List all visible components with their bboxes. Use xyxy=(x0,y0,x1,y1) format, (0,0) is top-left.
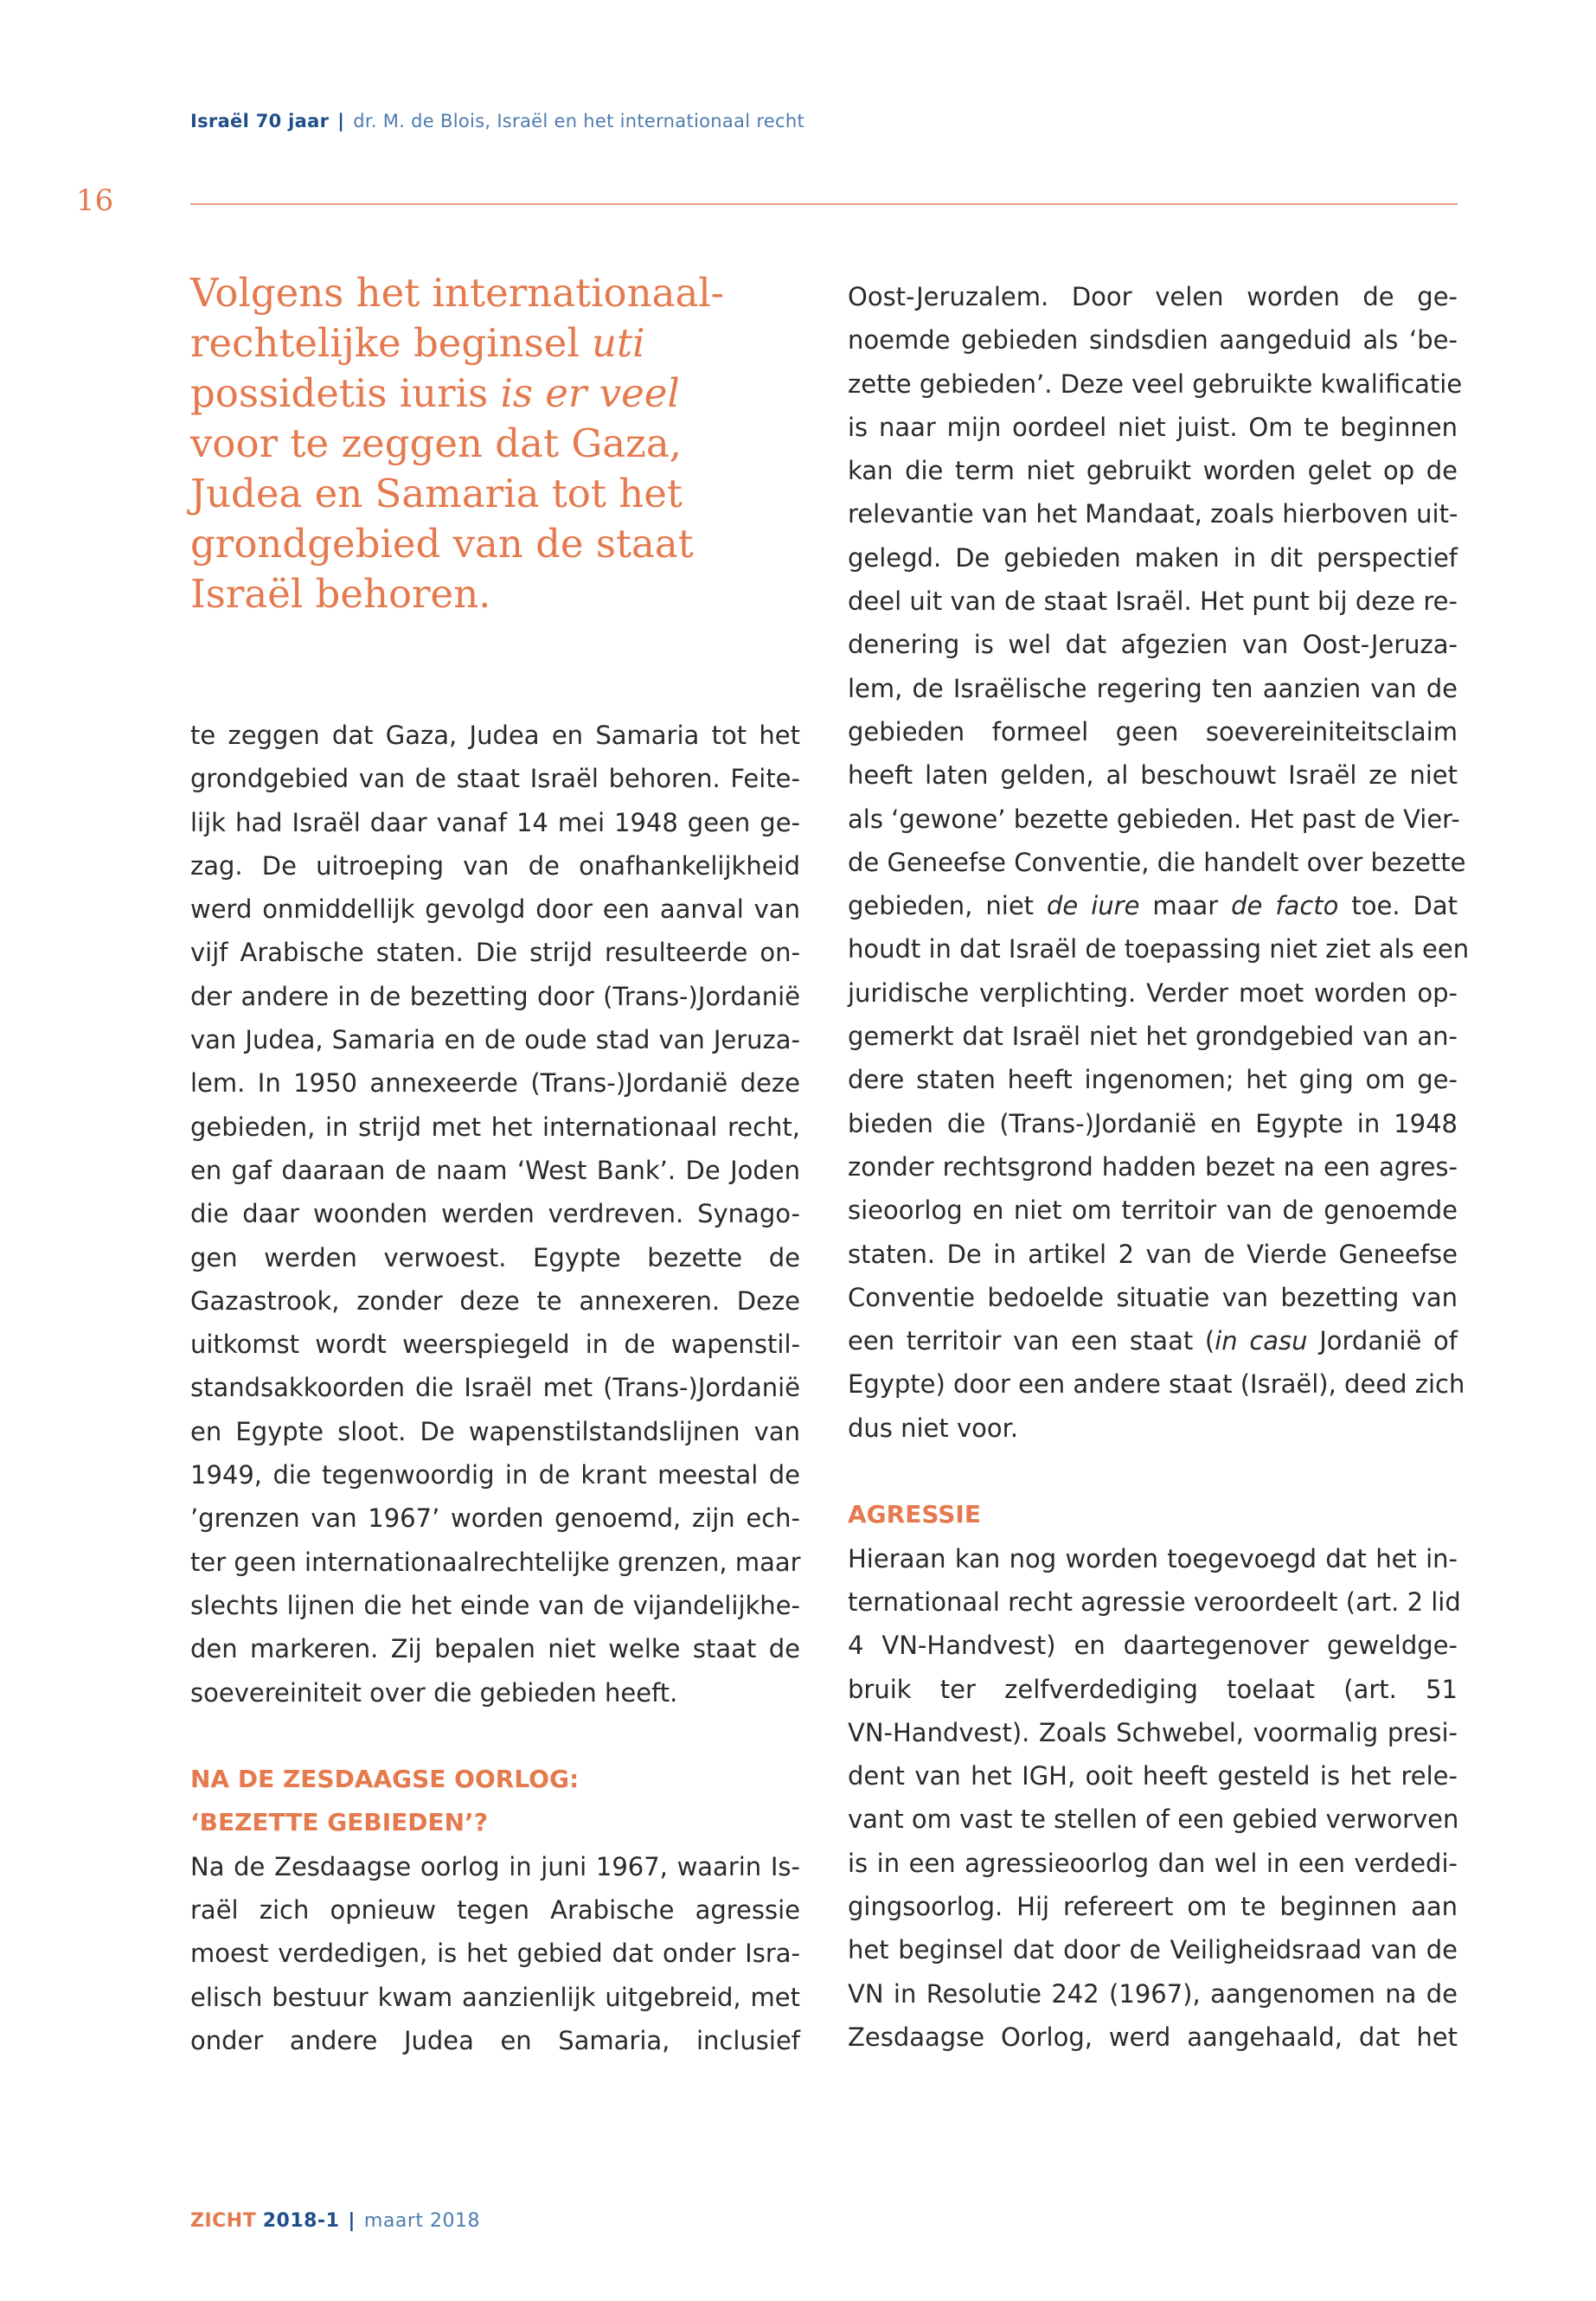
header-title: Israël 70 jaar xyxy=(190,111,330,131)
text-run: Oost-Jeruzalem. Door velen worden de ge- xyxy=(848,282,1458,311)
text-run: is naar mijn oordeel niet juist. Om te beginnen xyxy=(848,412,1458,442)
text-run: Judea en Samaria tot het xyxy=(190,471,683,516)
pull-quote-line xyxy=(190,318,796,369)
text-line: slechts lijnen die het einde van de vijandelijkhe- xyxy=(190,1590,800,1620)
text-line xyxy=(848,798,1458,841)
pull-quote-line xyxy=(190,519,796,569)
text-run: noemde gebieden sindsdien aangeduid als ‘be- xyxy=(848,325,1458,356)
text-line: VN in Resolutie 242 (1967), aangenomen na de xyxy=(848,1978,1458,2009)
text-line xyxy=(848,841,1466,884)
text-line: en gaf daaraan de naam ‘West Bank’. De Joden xyxy=(190,1155,800,1185)
text-run: Egypte) door een andere staat (Israël), deed zich xyxy=(848,1369,1465,1400)
text-run: de Geneefse Conventie, die handelt over bezette xyxy=(848,847,1466,877)
text-line xyxy=(848,753,1458,797)
text-line: onder andere Judea en Samaria, inclusief xyxy=(190,2025,800,2055)
text-line: lem. In 1950 annexeerde (Trans-)Jordanië deze xyxy=(190,1068,800,1099)
text-line: gingsoorlog. Hij refereert om te beginnen aan xyxy=(848,1892,1458,1922)
text-line xyxy=(848,927,1470,971)
header-subtitle: dr. M. de Blois, Israël en het internationaal recht xyxy=(353,111,805,131)
text-line: raël zich opnieuw tegen Arabische agressie xyxy=(190,1895,800,1926)
text-run: toe. Dat xyxy=(1338,891,1458,921)
text-line xyxy=(848,884,1458,927)
text-run: gebieden formeel geen soevereiniteitsclaim xyxy=(848,716,1458,747)
footer-separator: | xyxy=(348,2210,356,2232)
text-run: deel uit van de staat Israël. Het punt bij deze re- xyxy=(848,586,1458,617)
pull-quote-line xyxy=(190,419,796,469)
section-heading-line: ‘BEZETTE GEBIEDEN’? xyxy=(190,1808,488,1837)
text-line xyxy=(848,1058,1458,1101)
section-heading-line: NA DE ZESDAAGSE OORLOG: xyxy=(190,1765,580,1794)
text-run: lem, de Israëlische regering ten aanzien van de xyxy=(848,673,1458,703)
pull-quote-line xyxy=(190,369,796,419)
text-line: grondgebied van de staat Israël behoren. Feite- xyxy=(190,764,800,794)
text-line: en Egypte sloot. De wapenstilstandslijnen van xyxy=(190,1416,800,1446)
text-line xyxy=(848,667,1458,710)
section-heading-agressie xyxy=(848,1493,1458,1536)
text-run: een territoir van een staat ( xyxy=(848,1326,1215,1356)
text-line xyxy=(848,1407,1458,1450)
text-run: dus niet voor. xyxy=(848,1413,1019,1443)
text-line xyxy=(848,1145,1458,1189)
text-line: die daar woonden werden verdreven. Synago- xyxy=(190,1199,800,1229)
text-line xyxy=(848,1233,1458,1276)
footer-date: maart 2018 xyxy=(363,2210,480,2232)
text-line xyxy=(848,536,1458,580)
left-paragraph-1 xyxy=(190,714,800,1715)
text-run: voor te zeggen dat Gaza, xyxy=(190,420,682,466)
italic-term: de iure xyxy=(1047,891,1140,921)
text-run: kan die term niet gebruikt worden gelet op de xyxy=(848,456,1458,486)
left-paragraph-2 xyxy=(190,1845,800,2062)
section-heading-zesdaagse-oorlog xyxy=(190,1758,800,1845)
text-line: zag. De uitroeping van de onafhankelijkheid xyxy=(190,850,800,881)
text-line: 1949, die tegenwoordig in de krant meestal de xyxy=(190,1460,800,1490)
text-run: Jordanië of xyxy=(1307,1326,1458,1356)
text-run: rechtelijke beginsel xyxy=(190,320,593,366)
text-line: vant om vast te stellen of een gebied verworven xyxy=(848,1804,1459,1835)
right-paragraph-2 xyxy=(848,1537,1461,2060)
page-number: 16 xyxy=(76,183,114,218)
text-line xyxy=(848,1362,1465,1406)
text-line xyxy=(848,1102,1458,1145)
text-run: zonder rechtsgrond hadden bezet na een agres- xyxy=(848,1151,1458,1182)
pull-quote-line xyxy=(190,469,796,519)
text-run: juridische verplichting. Verder moet worden op- xyxy=(848,977,1458,1008)
text-line: Hieraan kan nog worden toegevoegd dat het in- xyxy=(848,1543,1458,1574)
text-line: gebieden, in strijd met het internationaal recht, xyxy=(190,1112,800,1142)
text-run: Israël behoren. xyxy=(190,571,491,617)
text-run: relevantie van het Mandaat, zoals hierboven uit- xyxy=(848,499,1458,529)
text-line: standsakkoorden die Israël met (Trans-)Jordanië xyxy=(190,1373,800,1403)
text-run: houdt in dat Israël de toepassing niet ziet als een xyxy=(848,934,1470,965)
text-line xyxy=(848,1276,1458,1319)
text-run: possidetis iuris xyxy=(190,370,489,416)
text-line: soevereiniteit over die gebieden heeft. xyxy=(190,1677,678,1708)
text-run: heeft laten gelden, al beschouwt Israël ze niet xyxy=(848,760,1458,791)
text-line: moest verdedigen, is het gebied dat onder Isra- xyxy=(190,1939,800,1969)
text-run: grondgebied van de staat xyxy=(190,521,694,567)
header-separator: | xyxy=(337,111,345,131)
text-line: Zesdaagse Oorlog, werd aangehaald, dat het xyxy=(848,2022,1458,2052)
text-line: 4 VN-Handvest) en daartegenover geweldge- xyxy=(848,1631,1458,1661)
italic-term: uti xyxy=(592,320,645,366)
italic-term: is er veel xyxy=(488,370,680,416)
footer-issue: 2018-1 xyxy=(262,2210,340,2232)
text-line: den markeren. Zij bepalen niet welke staat de xyxy=(190,1634,800,1664)
text-line: Gazastrook, zonder deze te annexeren. Deze xyxy=(190,1285,800,1316)
italic-term: de facto xyxy=(1231,891,1339,921)
text-run: gebieden, niet xyxy=(848,891,1048,921)
right-paragraph-1 xyxy=(848,275,1470,1450)
italic-term: in casu xyxy=(1215,1326,1308,1356)
text-line: bruik ter zelfverdediging toelaat (art. 51 xyxy=(848,1674,1458,1704)
text-run: denering is wel dat afgezien van Oost-Jeruza- xyxy=(848,630,1458,660)
text-run: bieden die (Trans-)Jordanië en Egypte in 1948 xyxy=(848,1108,1458,1138)
text-line: vijf Arabische staten. Die strijd resulteerde on- xyxy=(190,938,800,968)
text-line xyxy=(848,1189,1458,1232)
text-line: het beginsel dat door de Veiligheidsraad van de xyxy=(848,1935,1458,1965)
text-line: is in een agressieoorlog dan wel in een verdedi- xyxy=(848,1848,1458,1878)
pull-quote-line xyxy=(190,268,796,318)
text-run: Conventie bedoelde situatie van bezetting van xyxy=(848,1282,1458,1312)
text-run: gemerkt dat Israël niet het grondgebied van an- xyxy=(848,1022,1458,1052)
text-run: staten. De in artikel 2 van de Vierde Geneefse xyxy=(848,1239,1458,1269)
text-line xyxy=(848,492,1458,535)
text-line: ternationaal recht agressie veroordeelt (art. 2 lid xyxy=(848,1586,1461,1617)
text-line: gen werden verwoest. Egypte bezette de xyxy=(190,1242,800,1272)
header-rule xyxy=(190,203,1458,205)
text-run: gelegd. De gebieden maken in dit perspectief xyxy=(848,542,1458,573)
text-line: ’grenzen van 1967’ worden genoemd, zijn ech- xyxy=(190,1503,800,1534)
text-line: VN-Handvest). Zoals Schwebel, voormalig presi- xyxy=(848,1717,1458,1747)
text-line: lijk had Israël daar vanaf 14 mei 1948 geen ge- xyxy=(190,807,800,837)
text-line xyxy=(848,580,1458,623)
text-run: sieoorlog en niet om territoir van de genoemde xyxy=(848,1195,1458,1226)
text-line: uitkomst wordt weerspiegeld in de wapenstil- xyxy=(190,1330,800,1360)
text-line xyxy=(848,318,1458,362)
text-line: van Judea, Samaria en de oude stad van Jeruza- xyxy=(190,1025,800,1055)
text-run: Volgens het internationaal- xyxy=(190,270,724,316)
text-line xyxy=(848,1015,1458,1058)
pull-quote xyxy=(190,268,796,619)
text-line xyxy=(848,362,1463,406)
text-run: dere staten heeft ingenomen; het ging om ge- xyxy=(848,1065,1458,1095)
text-line xyxy=(848,449,1458,492)
running-header xyxy=(190,111,804,131)
section-heading-line: AGRESSIE xyxy=(848,1500,981,1529)
text-line: werd onmiddellijk gevolgd door een aanval van xyxy=(190,894,800,925)
text-run: als ‘gewone’ bezette gebieden. Het past de Vier- xyxy=(848,804,1460,834)
text-line xyxy=(848,406,1458,449)
text-line: der andere in de bezetting door (Trans-)Jordanië xyxy=(190,981,800,1011)
footer-brand: ZICHT xyxy=(190,2210,257,2232)
text-line xyxy=(848,623,1458,666)
text-line xyxy=(848,1319,1458,1362)
text-line: elisch bestuur kwam aanzienlijk uitgebreid, met xyxy=(190,1982,800,2012)
text-line: te zeggen dat Gaza, Judea en Samaria tot het xyxy=(190,721,800,750)
text-line: dent van het IGH, ooit heeft gesteld is het rele- xyxy=(848,1761,1458,1791)
text-run: maar xyxy=(1139,891,1232,921)
text-line xyxy=(848,710,1458,753)
text-line xyxy=(848,971,1458,1015)
text-line xyxy=(848,275,1458,318)
text-line: ter geen internationaalrechtelijke grenzen, maar xyxy=(190,1547,801,1577)
pull-quote-line xyxy=(190,569,796,619)
footer xyxy=(190,2210,480,2232)
text-run: zette gebieden’. Deze veel gebruikte kwalificatie xyxy=(848,369,1463,399)
text-line: Na de Zesdaagse oorlog in juni 1967, waarin Is- xyxy=(190,1851,800,1881)
